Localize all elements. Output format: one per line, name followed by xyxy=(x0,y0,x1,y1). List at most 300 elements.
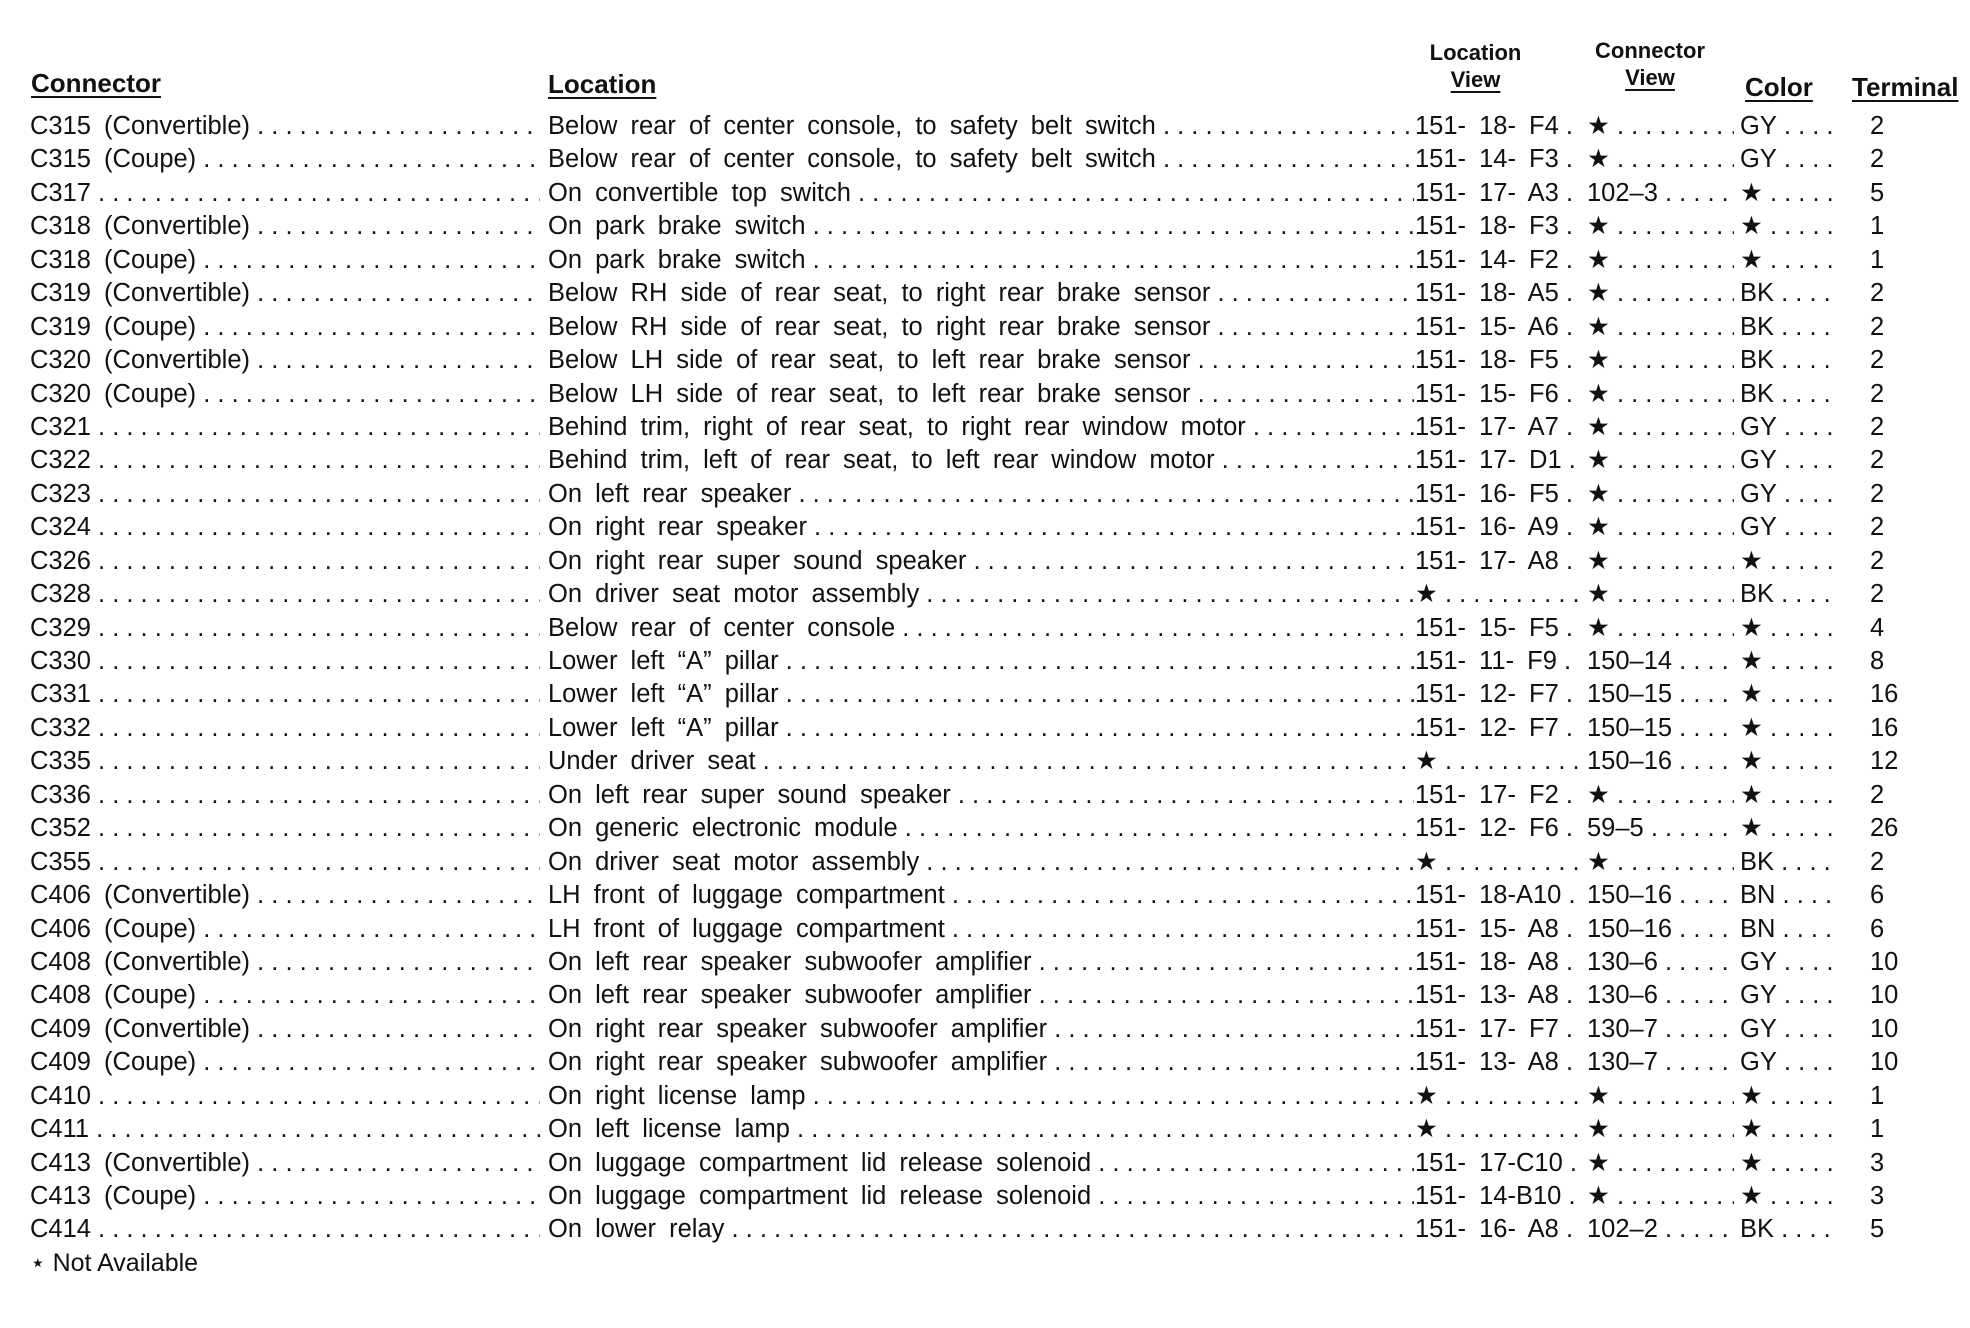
connector-view-cell-text: 130–7 xyxy=(1587,1048,1658,1077)
color-cell xyxy=(1740,210,1840,243)
connector-view-cell-text: 59–5 xyxy=(1587,814,1644,843)
connector-view-cell-text: 150–15 xyxy=(1587,680,1673,709)
connector-view-cell-text: ★ xyxy=(1587,379,1610,408)
connector-view-cell xyxy=(1587,444,1734,477)
connector-cell xyxy=(30,946,540,979)
table-row xyxy=(30,612,1960,645)
terminal-cell-text: 10 xyxy=(1870,1014,1899,1043)
connector-view-cell-text: 150–16 xyxy=(1587,747,1673,776)
table-row xyxy=(30,946,1960,979)
terminal-cell-text: 2 xyxy=(1870,312,1885,341)
color-cell-text: ★ xyxy=(1740,245,1763,274)
connector-cell-text: C320 (Coupe) xyxy=(30,379,197,408)
location-view-cell-text: 151- 17- A3 xyxy=(1415,178,1559,207)
color-cell xyxy=(1740,1147,1840,1180)
connector-view-cell-text: ★ xyxy=(1587,1115,1610,1144)
connector-cell-text: C408 (Coupe) xyxy=(30,981,197,1010)
connector-view-cell xyxy=(1587,545,1734,578)
connector-cell-text: C329 xyxy=(30,613,91,642)
connector-view-cell-text: 130–7 xyxy=(1587,1014,1658,1043)
location-view-cell xyxy=(1415,378,1580,411)
location-view-cell xyxy=(1415,311,1580,344)
table-row xyxy=(30,979,1960,1012)
location-view-cell xyxy=(1415,143,1580,176)
location-view-cell-text: 151- 18- F5 xyxy=(1415,346,1559,375)
connector-cell-text: C324 xyxy=(30,513,91,542)
connector-cell-text: C315 (Coupe) xyxy=(30,145,197,174)
connector-cell-text: C330 xyxy=(30,647,91,675)
terminal-cell xyxy=(1870,277,1940,310)
connector-cell-text: C408 (Convertible) xyxy=(30,947,251,976)
table-row xyxy=(30,1213,1960,1246)
terminal-cell xyxy=(1870,1180,1940,1213)
location-cell xyxy=(548,812,1414,845)
location-cell xyxy=(548,545,1414,578)
location-view-cell xyxy=(1415,344,1580,377)
table-row xyxy=(30,210,1960,243)
terminal-cell-text: 26 xyxy=(1870,814,1899,843)
terminal-cell xyxy=(1870,1147,1940,1180)
color-cell-text: BK xyxy=(1740,346,1775,375)
color-cell xyxy=(1740,913,1840,946)
location-cell-text: Below RH side of rear seat, to right rear brake sensor xyxy=(548,279,1211,308)
location-cell xyxy=(548,311,1414,344)
terminal-cell xyxy=(1870,545,1940,578)
location-cell xyxy=(548,511,1414,544)
color-cell xyxy=(1740,1213,1840,1246)
table-row xyxy=(30,846,1960,879)
location-cell-text: LH front of luggage compartment xyxy=(548,914,945,943)
connector-view-cell xyxy=(1587,344,1734,377)
location-cell xyxy=(548,846,1414,879)
terminal-cell-text: 1 xyxy=(1870,245,1885,274)
color-cell-text: BK xyxy=(1740,580,1775,609)
table-row xyxy=(30,645,1960,678)
location-cell-text: Below rear of center console xyxy=(548,613,896,642)
table-row xyxy=(30,244,1960,277)
location-cell-text: On driver seat motor assembly xyxy=(548,580,920,609)
connector-cell xyxy=(30,511,540,544)
table-row xyxy=(30,1046,1960,1079)
location-cell-text: On luggage compartment lid release solenoid xyxy=(548,1182,1092,1210)
location-view-cell xyxy=(1415,277,1580,310)
color-cell xyxy=(1740,946,1840,979)
location-cell-text: On left rear super sound speaker xyxy=(548,780,951,809)
location-cell-text: On luggage compartment lid release solenoid xyxy=(548,1148,1092,1177)
terminal-cell-text: 2 xyxy=(1870,580,1885,609)
location-cell xyxy=(548,444,1414,477)
connector-cell xyxy=(30,812,540,845)
color-cell xyxy=(1740,110,1840,143)
connector-cell xyxy=(30,378,540,411)
table-row xyxy=(30,311,1960,344)
location-view-cell-text: ★ xyxy=(1415,747,1438,776)
connector-cell-text: C406 (Coupe) xyxy=(30,914,197,943)
connector-cell xyxy=(30,1180,540,1213)
connector-cell xyxy=(30,1147,540,1180)
terminal-cell xyxy=(1870,177,1940,210)
connector-view-cell xyxy=(1587,1113,1734,1146)
location-view-cell-text: 151- 15- A8 xyxy=(1415,914,1559,943)
connector-cell-text: C335 xyxy=(30,747,91,776)
location-cell-text: Below rear of center console, to safety belt switch xyxy=(548,112,1156,140)
table-row xyxy=(30,177,1960,210)
connector-cell-text: C410 xyxy=(30,1081,91,1110)
connector-cell xyxy=(30,979,540,1012)
connector-view-cell xyxy=(1587,478,1734,511)
color-cell-text: ★ xyxy=(1740,1148,1763,1177)
color-cell xyxy=(1740,511,1840,544)
location-cell xyxy=(548,411,1414,444)
location-view-cell xyxy=(1415,545,1580,578)
connector-cell-text: C319 (Convertible) xyxy=(30,279,251,308)
terminal-cell-text: 16 xyxy=(1870,713,1899,742)
location-view-cell xyxy=(1415,879,1580,912)
terminal-cell xyxy=(1870,846,1940,879)
connector-cell-text: C326 xyxy=(30,546,91,575)
table-row xyxy=(30,913,1960,946)
terminal-cell xyxy=(1870,612,1940,645)
location-view-cell-text: 151- 14-B10 xyxy=(1415,1182,1562,1210)
connector-cell-text: C411 xyxy=(30,1115,90,1144)
connector-view-cell-text: ★ xyxy=(1587,245,1610,274)
color-cell xyxy=(1740,244,1840,277)
connector-cell xyxy=(30,444,540,477)
connector-view-cell-text: ★ xyxy=(1587,580,1610,609)
table-row xyxy=(30,1147,1960,1180)
connector-view-cell-text: ★ xyxy=(1587,112,1610,140)
connector-cell-text: C331 xyxy=(30,680,91,709)
table-row xyxy=(30,879,1960,912)
connector-view-cell-text: ★ xyxy=(1587,1148,1610,1177)
location-view-cell xyxy=(1415,812,1580,845)
color-cell-text: GY xyxy=(1740,112,1777,140)
color-cell-text: ★ xyxy=(1740,1081,1763,1110)
color-cell xyxy=(1740,177,1840,210)
connector-cell xyxy=(30,210,540,243)
terminal-cell xyxy=(1870,645,1940,678)
location-view-cell xyxy=(1415,1046,1580,1079)
location-view-cell xyxy=(1415,946,1580,979)
table-row xyxy=(30,378,1960,411)
connector-cell-text: C315 (Convertible) xyxy=(30,112,251,140)
terminal-cell-text: 6 xyxy=(1870,914,1885,943)
color-cell-text: BK xyxy=(1740,1215,1775,1244)
color-cell xyxy=(1740,645,1840,678)
location-cell xyxy=(548,1147,1414,1180)
connector-cell-text: C321 xyxy=(30,412,91,441)
connector-view-cell-text: ★ xyxy=(1587,446,1610,475)
terminal-cell xyxy=(1870,578,1940,611)
location-cell xyxy=(548,779,1414,812)
color-cell-text: BK xyxy=(1740,847,1775,876)
location-view-cell xyxy=(1415,645,1580,678)
location-cell-text: Lower left “A” pillar xyxy=(548,647,779,675)
location-view-cell-text: 151- 17- D1 xyxy=(1415,446,1562,475)
connector-view-cell-text: 150–16 xyxy=(1587,881,1673,910)
color-cell xyxy=(1740,411,1840,444)
location-cell-text: Lower left “A” pillar xyxy=(548,680,779,709)
terminal-cell-text: 1 xyxy=(1870,1115,1885,1144)
location-view-cell-text: ★ xyxy=(1415,1081,1438,1110)
terminal-cell-text: 2 xyxy=(1870,279,1885,308)
connector-view-cell xyxy=(1587,110,1734,143)
location-cell-text: Behind trim, right of rear seat, to right rear window motor xyxy=(548,412,1246,441)
connector-cell xyxy=(30,110,540,143)
table-row xyxy=(30,1113,1960,1146)
connector-cell xyxy=(30,612,540,645)
terminal-cell-text: 10 xyxy=(1870,981,1899,1010)
location-view-cell-text: 151- 12- F7 xyxy=(1415,713,1559,742)
location-cell-text: Lower left “A” pillar xyxy=(548,713,779,742)
color-cell-text: ★ xyxy=(1740,1115,1763,1144)
connector-view-cell-text: ★ xyxy=(1587,412,1610,441)
location-cell-text: On park brake switch xyxy=(548,212,806,241)
terminal-cell xyxy=(1870,210,1940,243)
location-view-cell-text: 151- 18-A10 xyxy=(1415,881,1562,910)
connector-view-cell xyxy=(1587,277,1734,310)
location-view-cell xyxy=(1415,678,1580,711)
location-view-cell xyxy=(1415,979,1580,1012)
location-cell-text: On driver seat motor assembly xyxy=(548,847,920,876)
connector-cell-text: C409 (Convertible) xyxy=(30,1014,251,1043)
connector-view-cell xyxy=(1587,879,1734,912)
location-cell xyxy=(548,578,1414,611)
connector-cell xyxy=(30,545,540,578)
connector-view-cell xyxy=(1587,812,1734,845)
connector-cell-text: C318 (Coupe) xyxy=(30,245,197,274)
connector-view-cell-text: ★ xyxy=(1587,1182,1610,1210)
location-view-cell-text: 151- 17-C10 xyxy=(1415,1148,1563,1177)
connector-view-cell-text: ★ xyxy=(1587,613,1610,642)
connector-view-cell xyxy=(1587,1147,1734,1180)
terminal-cell-text: 5 xyxy=(1870,1215,1885,1244)
connector-view-cell xyxy=(1587,1080,1734,1113)
location-cell-text: On left rear speaker subwoofer amplifier xyxy=(548,981,1032,1010)
connector-view-cell-text: ★ xyxy=(1587,145,1610,174)
location-cell xyxy=(548,1113,1414,1146)
connector-cell xyxy=(30,745,540,778)
terminal-cell-text: 12 xyxy=(1870,747,1899,776)
location-view-cell-text: 151- 15- F5 xyxy=(1415,613,1559,642)
location-view-cell xyxy=(1415,110,1580,143)
connector-cell-text: C355 xyxy=(30,847,91,876)
location-cell xyxy=(548,478,1414,511)
connector-view-cell-text: 150–15 xyxy=(1587,713,1673,742)
terminal-cell xyxy=(1870,110,1940,143)
location-cell xyxy=(548,612,1414,645)
color-cell-text: ★ xyxy=(1740,814,1763,843)
header-connector-view-line2: View xyxy=(1625,65,1675,90)
connector-view-cell xyxy=(1587,612,1734,645)
table-row xyxy=(30,143,1960,176)
location-cell xyxy=(548,1080,1414,1113)
location-view-cell xyxy=(1415,244,1580,277)
color-cell xyxy=(1740,143,1840,176)
table-row xyxy=(30,1013,1960,1046)
terminal-cell xyxy=(1870,779,1940,812)
location-view-cell xyxy=(1415,478,1580,511)
location-view-cell-text: 151- 17- F7 xyxy=(1415,1014,1559,1043)
connector-cell xyxy=(30,1113,540,1146)
connector-view-cell xyxy=(1587,578,1734,611)
location-view-cell-text: 151- 14- F2 xyxy=(1415,245,1559,274)
connector-view-cell xyxy=(1587,411,1734,444)
connector-view-cell xyxy=(1587,712,1734,745)
connector-table-page xyxy=(30,28,1960,1277)
location-cell-text: On left rear speaker subwoofer amplifier xyxy=(548,947,1032,976)
color-cell xyxy=(1740,277,1840,310)
location-cell xyxy=(548,913,1414,946)
connector-view-cell-text: ★ xyxy=(1587,1081,1610,1110)
color-cell-text: BK xyxy=(1740,312,1775,341)
connector-view-cell-text: ★ xyxy=(1587,346,1610,375)
footnote-not-available: ⋆ Not Available xyxy=(30,1249,199,1277)
terminal-cell-text: 2 xyxy=(1870,780,1885,809)
connector-view-cell xyxy=(1587,311,1734,344)
color-cell-text: GY xyxy=(1740,145,1777,174)
location-view-cell-text: 151- 15- F6 xyxy=(1415,379,1559,408)
connector-cell-text: C318 (Convertible) xyxy=(30,212,251,241)
location-view-cell-text: 151- 13- A8 xyxy=(1415,1048,1559,1077)
header-location-view xyxy=(1413,39,1538,93)
location-view-cell-text: ★ xyxy=(1415,1115,1438,1144)
color-cell xyxy=(1740,745,1840,778)
location-cell-text: Below rear of center console, to safety belt switch xyxy=(548,145,1156,174)
location-view-cell xyxy=(1415,1113,1580,1146)
terminal-cell xyxy=(1870,946,1940,979)
table-row xyxy=(30,1180,1960,1213)
location-view-cell-text: 151- 17- A7 xyxy=(1415,412,1559,441)
location-cell xyxy=(548,1180,1414,1213)
location-cell-text: Below LH side of rear seat, to left rear brake sensor xyxy=(548,346,1191,375)
color-cell xyxy=(1740,1046,1840,1079)
location-cell-text: On generic electronic module xyxy=(548,814,898,843)
connector-view-cell xyxy=(1587,946,1734,979)
connector-cell-text: C336 xyxy=(30,780,91,809)
location-cell-text: LH front of luggage compartment xyxy=(548,881,945,910)
color-cell-text: ★ xyxy=(1740,546,1763,575)
location-view-cell-text: 151- 16- A9 xyxy=(1415,513,1559,542)
terminal-cell-text: 3 xyxy=(1870,1148,1885,1177)
terminal-cell-text: 2 xyxy=(1870,112,1885,140)
table-row xyxy=(30,545,1960,578)
location-cell xyxy=(548,1213,1414,1246)
color-cell xyxy=(1740,545,1840,578)
color-cell xyxy=(1740,1013,1840,1046)
terminal-cell xyxy=(1870,244,1940,277)
location-view-cell-text: 151- 13- A8 xyxy=(1415,981,1559,1010)
location-view-cell-text: 151- 18- F3 xyxy=(1415,212,1559,241)
table-row xyxy=(30,678,1960,711)
color-cell xyxy=(1740,578,1840,611)
location-view-cell xyxy=(1415,411,1580,444)
location-view-cell-text: 151- 15- A6 xyxy=(1415,312,1559,341)
color-cell-text: GY xyxy=(1740,1048,1777,1077)
terminal-cell xyxy=(1870,678,1940,711)
connector-cell-text: C322 xyxy=(30,446,91,475)
location-cell xyxy=(548,378,1414,411)
connector-cell xyxy=(30,1046,540,1079)
connector-view-cell-text: ★ xyxy=(1587,312,1610,341)
connector-view-cell xyxy=(1587,846,1734,879)
table-row xyxy=(30,1080,1960,1113)
terminal-cell xyxy=(1870,879,1940,912)
connector-view-cell-text: ★ xyxy=(1587,212,1610,241)
terminal-cell xyxy=(1870,1080,1940,1113)
location-view-cell xyxy=(1415,210,1580,243)
location-view-cell xyxy=(1415,913,1580,946)
connector-cell xyxy=(30,913,540,946)
connector-view-cell xyxy=(1587,979,1734,1012)
color-cell-text: ★ xyxy=(1740,613,1763,642)
terminal-cell-text: 8 xyxy=(1870,647,1885,675)
location-cell-text: On park brake switch xyxy=(548,245,806,274)
connector-view-cell xyxy=(1587,779,1734,812)
terminal-cell-text: 10 xyxy=(1870,1048,1899,1077)
connector-view-cell-text: ★ xyxy=(1587,279,1610,308)
terminal-cell xyxy=(1870,411,1940,444)
terminal-cell xyxy=(1870,712,1940,745)
location-view-cell-text: 151- 18- A5 xyxy=(1415,279,1559,308)
connector-cell xyxy=(30,277,540,310)
location-view-cell xyxy=(1415,511,1580,544)
color-cell-text: BK xyxy=(1740,379,1775,408)
table-row xyxy=(30,511,1960,544)
color-cell xyxy=(1740,612,1840,645)
connector-view-cell xyxy=(1587,913,1734,946)
terminal-cell-text: 3 xyxy=(1870,1182,1885,1210)
connector-view-cell xyxy=(1587,1013,1734,1046)
connector-cell-text: C413 (Coupe) xyxy=(30,1182,197,1210)
color-cell-text: ★ xyxy=(1740,647,1763,675)
connector-cell-text: C328 xyxy=(30,580,91,609)
connector-view-cell-text: ★ xyxy=(1587,513,1610,542)
location-view-cell-text: 151- 14- F3 xyxy=(1415,145,1559,174)
location-cell-text: On right license lamp xyxy=(548,1081,806,1110)
location-view-cell xyxy=(1415,745,1580,778)
connector-cell-text: C323 xyxy=(30,479,91,508)
color-cell-text: BK xyxy=(1740,279,1775,308)
color-cell-text: BN xyxy=(1740,881,1776,910)
location-cell xyxy=(548,177,1414,210)
color-cell xyxy=(1740,846,1840,879)
location-cell-text: On left rear speaker xyxy=(548,479,792,508)
terminal-cell xyxy=(1870,913,1940,946)
location-cell xyxy=(548,678,1414,711)
table-row xyxy=(30,444,1960,477)
color-cell xyxy=(1740,311,1840,344)
table-row xyxy=(30,812,1960,845)
table-row xyxy=(30,344,1960,377)
color-cell xyxy=(1740,1113,1840,1146)
color-cell-text: GY xyxy=(1740,513,1777,542)
table-row xyxy=(30,712,1960,745)
connector-cell xyxy=(30,779,540,812)
connector-cell xyxy=(30,645,540,678)
connector-view-cell xyxy=(1587,678,1734,711)
connector-cell-text: C414 xyxy=(30,1215,91,1244)
location-cell-text: On right rear speaker xyxy=(548,513,807,542)
location-view-cell-text: 151- 18- A8 xyxy=(1415,947,1559,976)
location-view-cell xyxy=(1415,1080,1580,1113)
location-view-cell xyxy=(1415,1180,1580,1213)
table-row xyxy=(30,277,1960,310)
connector-cell-text: C413 (Convertible) xyxy=(30,1148,251,1177)
location-view-cell-text: 151- 12- F7 xyxy=(1415,680,1559,709)
terminal-cell-text: 2 xyxy=(1870,145,1885,174)
table-row xyxy=(30,110,1960,143)
